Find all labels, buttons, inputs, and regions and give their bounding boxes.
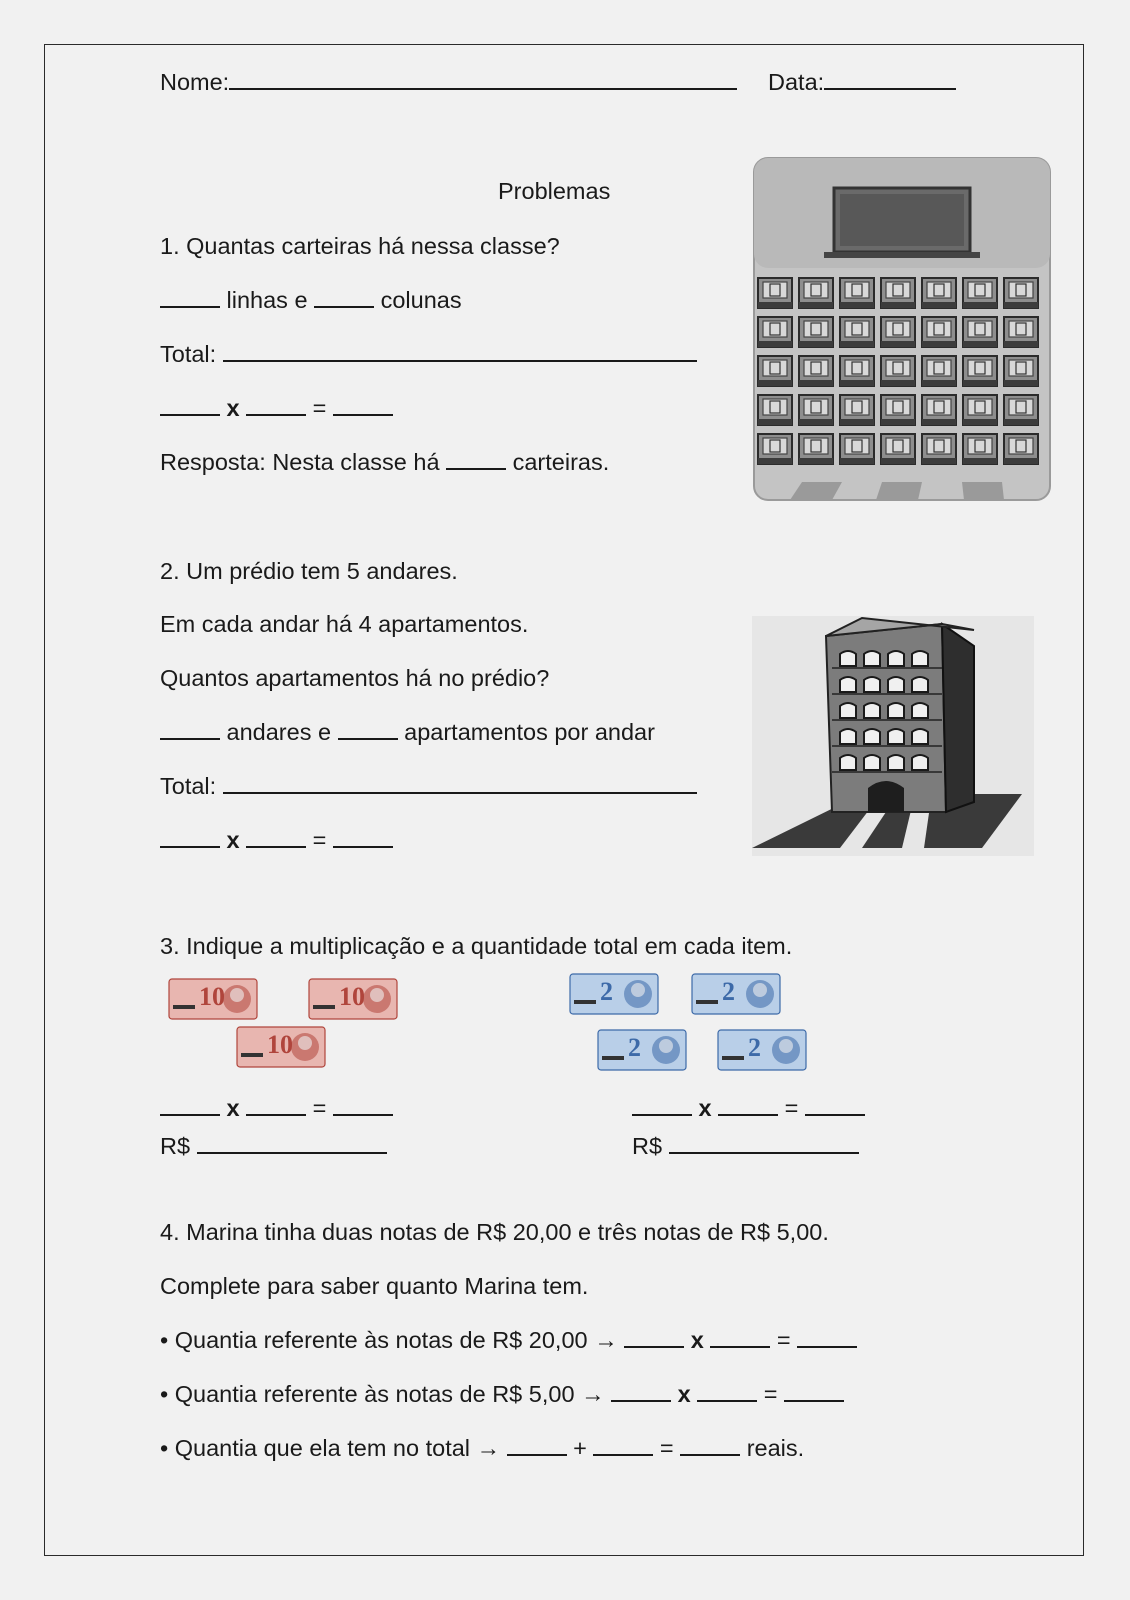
desk-icon: [1004, 356, 1038, 386]
desk-icon: [922, 356, 956, 386]
q4-b2-equals-sign: =: [763, 1381, 778, 1407]
q4-line2: Complete para saber quanto Marina tem.: [160, 1273, 589, 1299]
desk-icon: [963, 395, 997, 425]
window-icon: [888, 651, 904, 666]
window-icon: [864, 677, 880, 692]
q3-left-equation: [160, 1094, 393, 1122]
two-real-notes: [568, 972, 818, 1078]
desk-icon: [840, 278, 874, 308]
desk-icon: [799, 434, 833, 464]
classroom-illustration: [752, 156, 1052, 502]
ten-real-note-icon: [237, 1027, 325, 1067]
q4-bullet3-text: • Quantia que ela tem no total →: [160, 1435, 501, 1461]
window-icon: [864, 755, 880, 770]
desk-icon: [840, 317, 874, 347]
two-real-note-icon: [570, 974, 658, 1014]
q2-line1: 2. Um prédio tem 5 andares.: [160, 558, 458, 584]
q2-total-row: [160, 772, 697, 800]
q3-right-equals-sign: =: [784, 1095, 799, 1121]
q4-b2-factor2-blank[interactable]: [697, 1380, 757, 1402]
q1-total-blank[interactable]: [223, 340, 697, 362]
name-blank[interactable]: [229, 68, 737, 90]
q1-total-row: [160, 340, 697, 368]
svg-text:2: 2: [748, 1033, 761, 1062]
q1-equation: [160, 394, 393, 422]
q4-b1-factor2-blank[interactable]: [710, 1326, 770, 1348]
desk-icon: [1004, 317, 1038, 347]
q4-bullet1-text: • Quantia referente às notas de R$ 20,00 →: [160, 1327, 618, 1353]
window-icon: [912, 677, 928, 692]
desk-icon: [963, 278, 997, 308]
desk-icon: [758, 278, 792, 308]
desk-icon: [1004, 434, 1038, 464]
q2-line3: Quantos apartamentos há no prédio?: [160, 665, 550, 691]
date-row: [768, 68, 956, 96]
window-icon: [864, 651, 880, 666]
q3-left-factor1-blank[interactable]: [160, 1094, 220, 1116]
q2-equals-sign: =: [312, 827, 327, 853]
two-real-note-icon: [718, 1030, 806, 1070]
q3-left-factor2-blank[interactable]: [246, 1094, 306, 1116]
window-icon: [840, 703, 856, 718]
ten-real-notes: [165, 975, 415, 1075]
window-icon: [840, 651, 856, 666]
q1-answer-start: Resposta: Nesta classe há: [160, 449, 440, 475]
q4-b1-product-blank[interactable]: [797, 1326, 857, 1348]
q2-times-sign: x: [226, 827, 240, 853]
q2-factor1-blank[interactable]: [160, 826, 220, 848]
q3-right-factor1-blank[interactable]: [632, 1094, 692, 1116]
q2-floors-apts: [160, 718, 655, 746]
q4-b3-sum-blank[interactable]: [680, 1434, 740, 1456]
desk-icon: [922, 395, 956, 425]
q1-answer-row: [160, 448, 609, 476]
window-icon: [840, 677, 856, 692]
desk-icon: [799, 356, 833, 386]
desk-icon: [963, 434, 997, 464]
q1-rows-blank[interactable]: [160, 286, 220, 308]
q3-right-total: [632, 1132, 859, 1160]
desk-icon: [881, 434, 915, 464]
q4-b3-addend2-blank[interactable]: [593, 1434, 653, 1456]
q4-b3-reais: reais.: [746, 1435, 805, 1461]
q2-total-blank[interactable]: [223, 772, 697, 794]
q1-total-label: Total:: [160, 341, 217, 367]
q3-left-currency: R$: [160, 1133, 191, 1159]
q3-right-total-blank[interactable]: [669, 1132, 859, 1154]
q1-rows-word: linhas e: [226, 287, 308, 313]
desk-icon: [881, 278, 915, 308]
door-icon: [868, 781, 904, 812]
ten-real-note-icon: [309, 979, 397, 1019]
q3-question: 3. Indique a multiplicação e a quantidade total em cada item.: [160, 933, 793, 959]
desk-icon: [799, 317, 833, 347]
window-icon: [888, 755, 904, 770]
q1-times-sign: x: [226, 395, 240, 421]
window-icon: [912, 651, 928, 666]
q4-bullet1: [160, 1326, 857, 1354]
desk-icon: [758, 356, 792, 386]
svg-text:2: 2: [722, 977, 735, 1006]
name-row: [160, 68, 737, 96]
window-icon: [912, 703, 928, 718]
q2-apts-blank[interactable]: [338, 718, 398, 740]
q3-left-equals-sign: =: [312, 1095, 327, 1121]
page-title: Problemas: [498, 178, 611, 204]
q4-b1-factor1-blank[interactable]: [624, 1326, 684, 1348]
q2-equation: [160, 826, 393, 854]
floor-stripes: [790, 482, 1004, 500]
q3-right-factor2-blank[interactable]: [718, 1094, 778, 1116]
svg-text:2: 2: [628, 1033, 641, 1062]
q4-b3-plus-sign: +: [573, 1435, 587, 1461]
q2-product-blank[interactable]: [333, 826, 393, 848]
q3-left-total-blank[interactable]: [197, 1132, 387, 1154]
q2-factor2-blank[interactable]: [246, 826, 306, 848]
q3-right-currency: R$: [632, 1133, 663, 1159]
q2-floors-blank[interactable]: [160, 718, 220, 740]
q1-product-blank[interactable]: [333, 394, 393, 416]
q3-right-times-sign: x: [698, 1095, 712, 1121]
q3-right-product-blank[interactable]: [805, 1094, 865, 1116]
desk-icon: [758, 317, 792, 347]
q4-b2-factor1-blank[interactable]: [611, 1380, 671, 1402]
svg-text:2: 2: [600, 977, 613, 1006]
desk-icon: [1004, 278, 1038, 308]
date-blank[interactable]: [824, 68, 956, 90]
two-real-note-icon: [598, 1030, 686, 1070]
two-real-note-icon: [692, 974, 780, 1014]
q3-left-times-sign: x: [226, 1095, 240, 1121]
desk-icon: [963, 356, 997, 386]
desk-icon: [922, 317, 956, 347]
svg-text:10: 10: [199, 982, 225, 1011]
desk-icon: [799, 395, 833, 425]
desk-icon: [799, 278, 833, 308]
window-icon: [864, 729, 880, 744]
q4-b3-equals-sign: =: [659, 1435, 674, 1461]
window-icon: [888, 677, 904, 692]
name-label: Nome:: [160, 69, 230, 95]
desk-icon: [840, 395, 874, 425]
q4-bullet2-text: • Quantia referente às notas de R$ 5,00 →: [160, 1381, 605, 1407]
q1-rows-cols: [160, 286, 462, 314]
desk-icon: [881, 395, 915, 425]
q1-answer-blank[interactable]: [446, 448, 506, 470]
desk-icon: [881, 356, 915, 386]
window-icon: [840, 755, 856, 770]
q1-question: 1. Quantas carteiras há nessa classe?: [160, 233, 560, 259]
q4-bullet2: [160, 1380, 844, 1408]
desk-icon: [963, 317, 997, 347]
q2-total-label: Total:: [160, 773, 217, 799]
q1-equals-sign: =: [312, 395, 327, 421]
q4-b3-addend1-blank[interactable]: [507, 1434, 567, 1456]
q1-cols-word: colunas: [380, 287, 462, 313]
q3-left-product-blank[interactable]: [333, 1094, 393, 1116]
svg-text:10: 10: [267, 1030, 293, 1059]
q3-right-equation: [632, 1094, 865, 1122]
q1-factor1-blank[interactable]: [160, 394, 220, 416]
q1-cols-blank[interactable]: [314, 286, 374, 308]
q1-answer-end: carteiras.: [512, 449, 610, 475]
q4-b2-product-blank[interactable]: [784, 1380, 844, 1402]
desk-icon: [1004, 395, 1038, 425]
window-icon: [840, 729, 856, 744]
q3-left-total: [160, 1132, 387, 1160]
building-illustration: [752, 616, 1034, 856]
desk-icon: [758, 434, 792, 464]
date-label: Data:: [768, 69, 825, 95]
desk-icon: [758, 395, 792, 425]
q2-line2: Em cada andar há 4 apartamentos.: [160, 611, 529, 637]
svg-text:10: 10: [339, 982, 365, 1011]
desk-icon: [922, 278, 956, 308]
q2-floors-word: andares e: [226, 719, 332, 745]
q4-b1-equals-sign: =: [776, 1327, 791, 1353]
q2-apts-word: apartamentos por andar: [404, 719, 655, 745]
window-icon: [912, 755, 928, 770]
q4-b2-times-sign: x: [677, 1381, 691, 1407]
q1-factor2-blank[interactable]: [246, 394, 306, 416]
desk-icon: [922, 434, 956, 464]
window-icon: [864, 703, 880, 718]
desk-icon: [840, 434, 874, 464]
q4-b1-times-sign: x: [690, 1327, 704, 1353]
desk-icon: [881, 317, 915, 347]
window-icon: [912, 729, 928, 744]
window-icon: [888, 729, 904, 744]
q4-bullet3: [160, 1434, 804, 1462]
q4-line1: 4. Marina tinha duas notas de R$ 20,00 e três notas de R$ 5,00.: [160, 1219, 829, 1245]
ten-real-note-icon: [169, 979, 257, 1019]
desk-icon: [840, 356, 874, 386]
window-icon: [888, 703, 904, 718]
